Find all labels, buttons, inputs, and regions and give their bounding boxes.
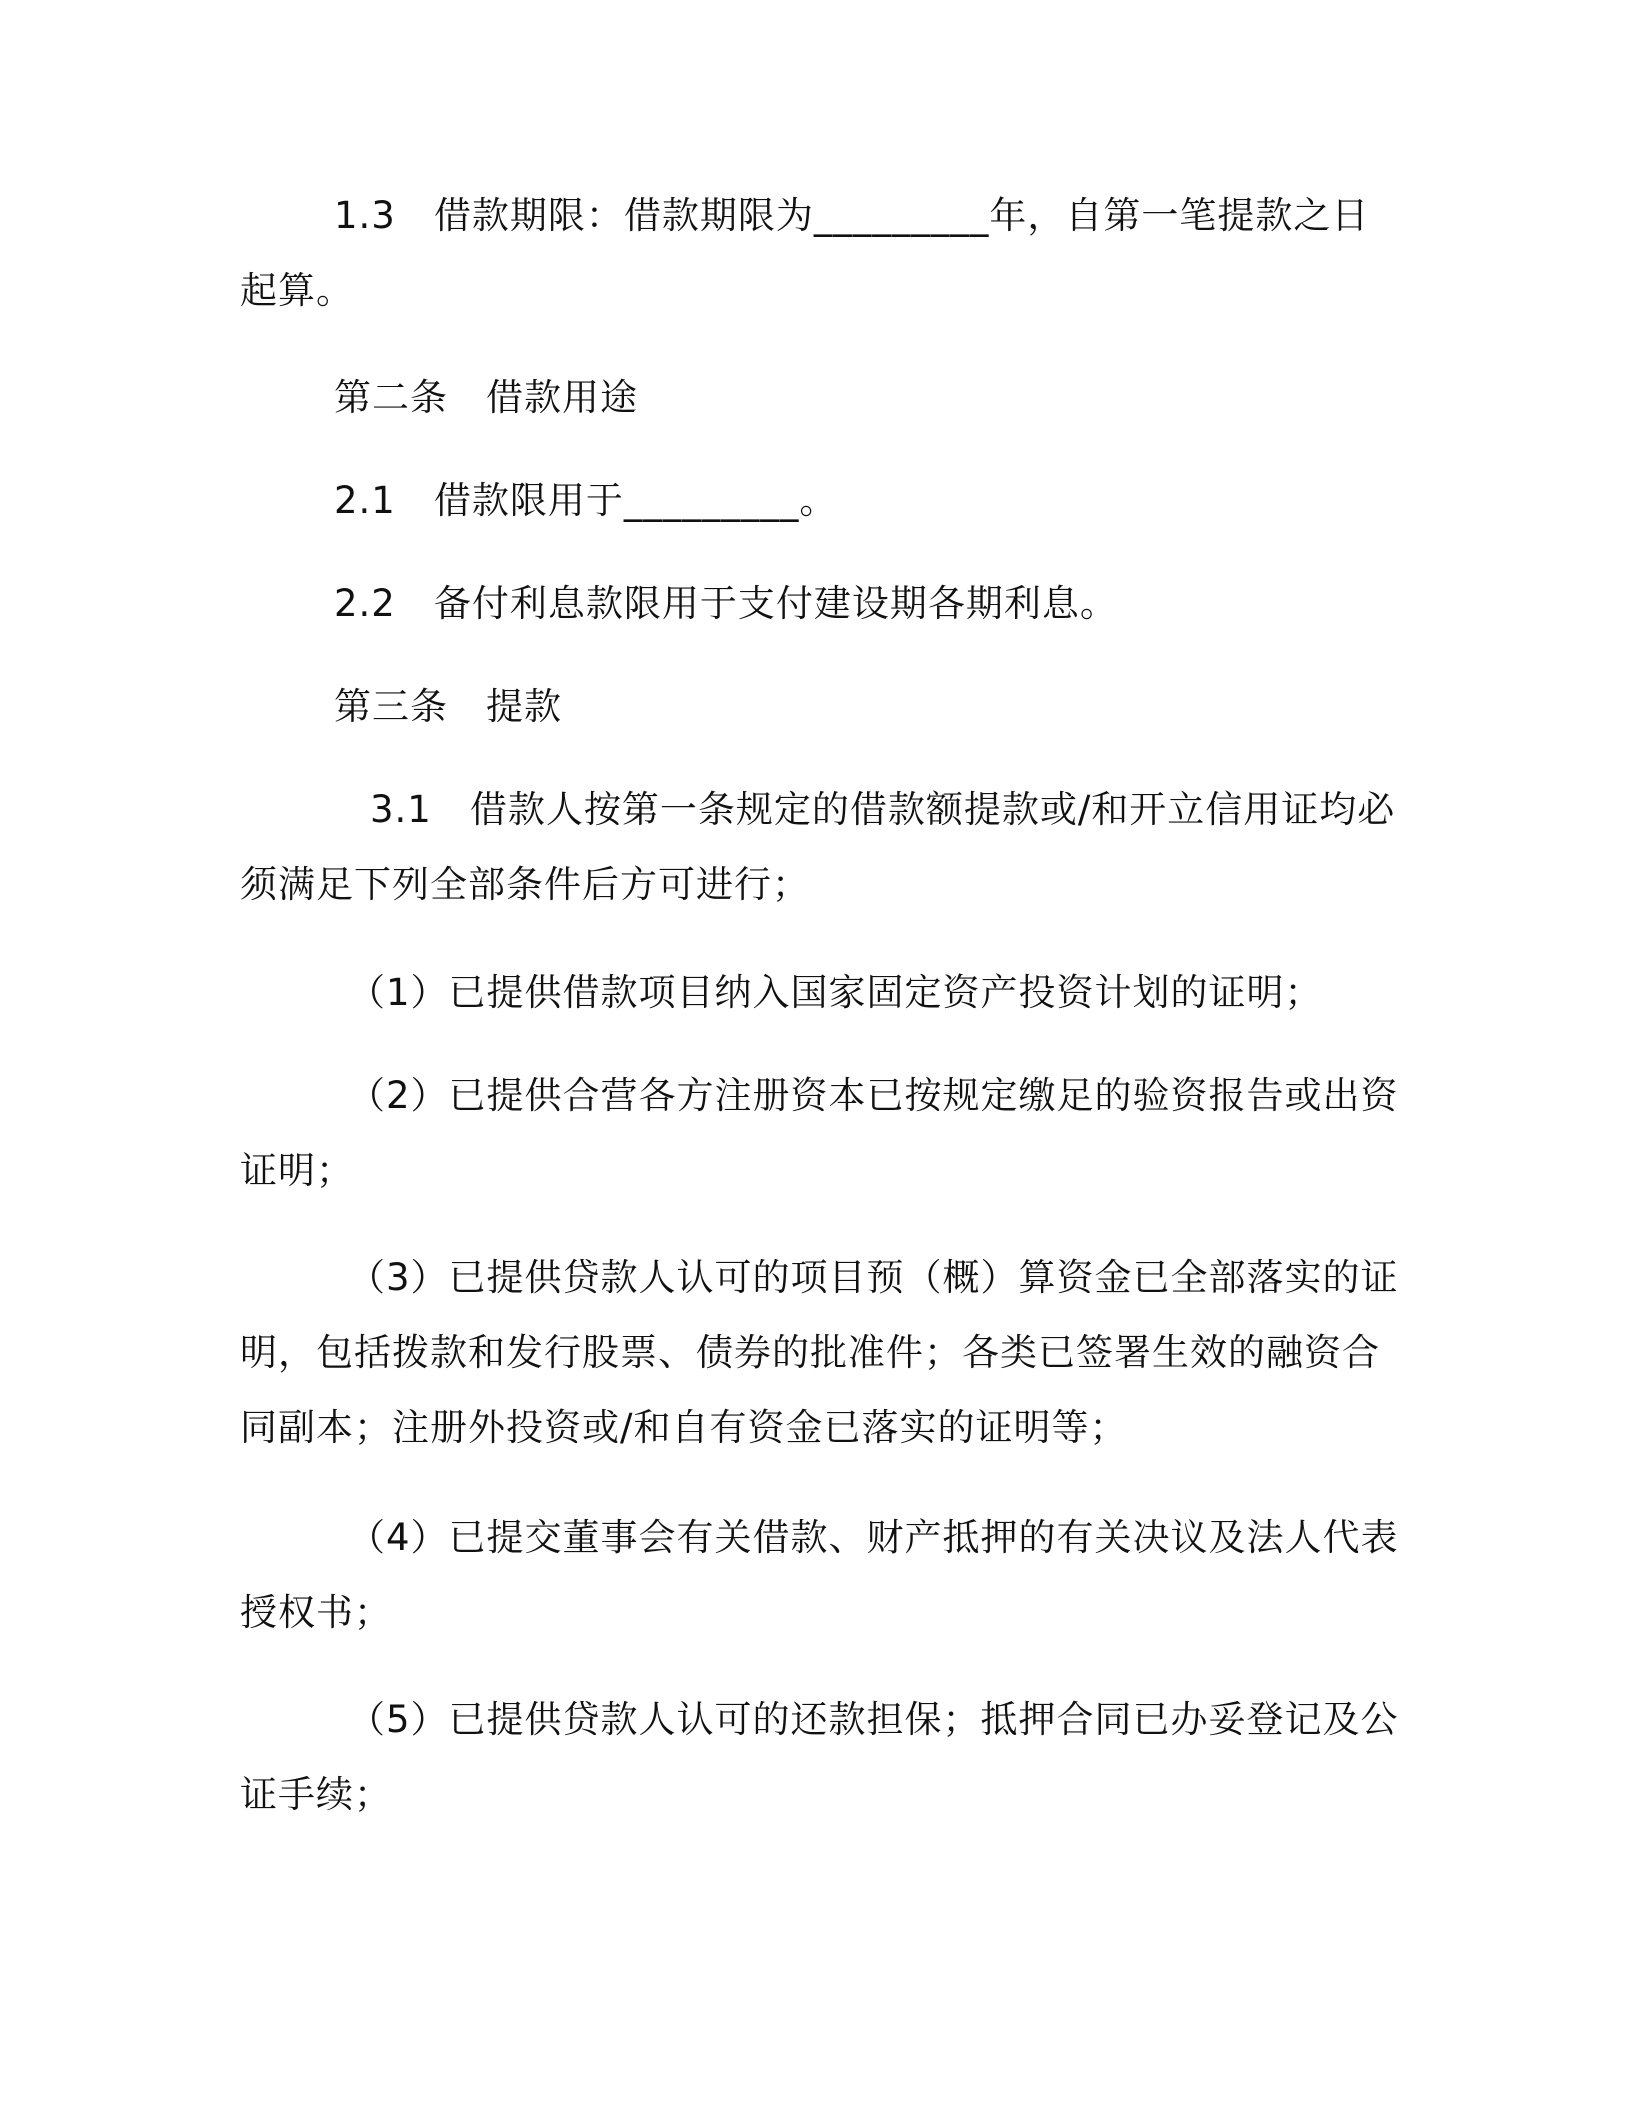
condition-item-4-line-2: 授权书； <box>240 1591 392 1634</box>
condition-item-2-line-1: （2）已提供合营各方注册资本已按规定缴足的验资报告或出资 <box>348 1074 1399 1117</box>
condition-item-5 <box>240 1682 1399 1832</box>
condition-item-5-line-1: （5）已提供贷款人认可的还款担保；抵押合同已办妥登记及公 <box>348 1698 1399 1741</box>
article-3-heading <box>240 669 1370 744</box>
clause-2-1 <box>240 463 1370 538</box>
article-2-title: 第二条 借款用途 <box>334 376 638 419</box>
clause-2-2-line-1: 2.2 备付利息款限用于支付建设期各期利息。 <box>334 582 1118 625</box>
clause-1-3-line-1: 1.3 借款期限：借款期限为_________年，自第一笔提款之日 <box>334 194 1370 237</box>
clause-2-1-line-1: 2.1 借款限用于_________。 <box>334 479 838 522</box>
condition-item-3-line-1: （3）已提供贷款人认可的项目预（概）算资金已全部落实的证 <box>348 1256 1399 1299</box>
condition-item-2-line-2: 证明； <box>240 1149 354 1192</box>
condition-item-1-line-1: （1）已提供借款项目纳入国家固定资产投资计划的证明； <box>348 971 1323 1014</box>
clause-1-3-line-2: 起算。 <box>240 269 354 312</box>
condition-item-5-line-2: 证手续； <box>240 1773 392 1816</box>
clause-2-2 <box>240 566 1370 641</box>
clause-3-1-line-1: 3.1 借款人按第一条规定的借款额提款或/和开立信用证均必 <box>370 788 1396 831</box>
condition-item-2 <box>240 1058 1399 1208</box>
article-2-heading <box>240 360 1370 435</box>
clause-3-1-line-2: 须满足下列全部条件后方可进行； <box>240 863 810 906</box>
condition-item-3-line-2: 明，包括拨款和发行股票、债券的批准件；各类已签署生效的融资合 <box>240 1331 1380 1374</box>
clause-1-3 <box>240 178 1370 328</box>
article-3-title: 第三条 提款 <box>334 685 562 728</box>
condition-item-3-line-3: 同副本；注册外投资或/和自有资金已落实的证明等； <box>240 1406 1128 1449</box>
clause-3-1 <box>240 772 1396 922</box>
condition-item-4-line-1: （4）已提交董事会有关借款、财产抵押的有关决议及法人代表 <box>348 1516 1399 1559</box>
condition-item-3 <box>240 1240 1399 1465</box>
condition-item-4 <box>240 1500 1399 1650</box>
condition-item-1 <box>240 955 1370 1030</box>
